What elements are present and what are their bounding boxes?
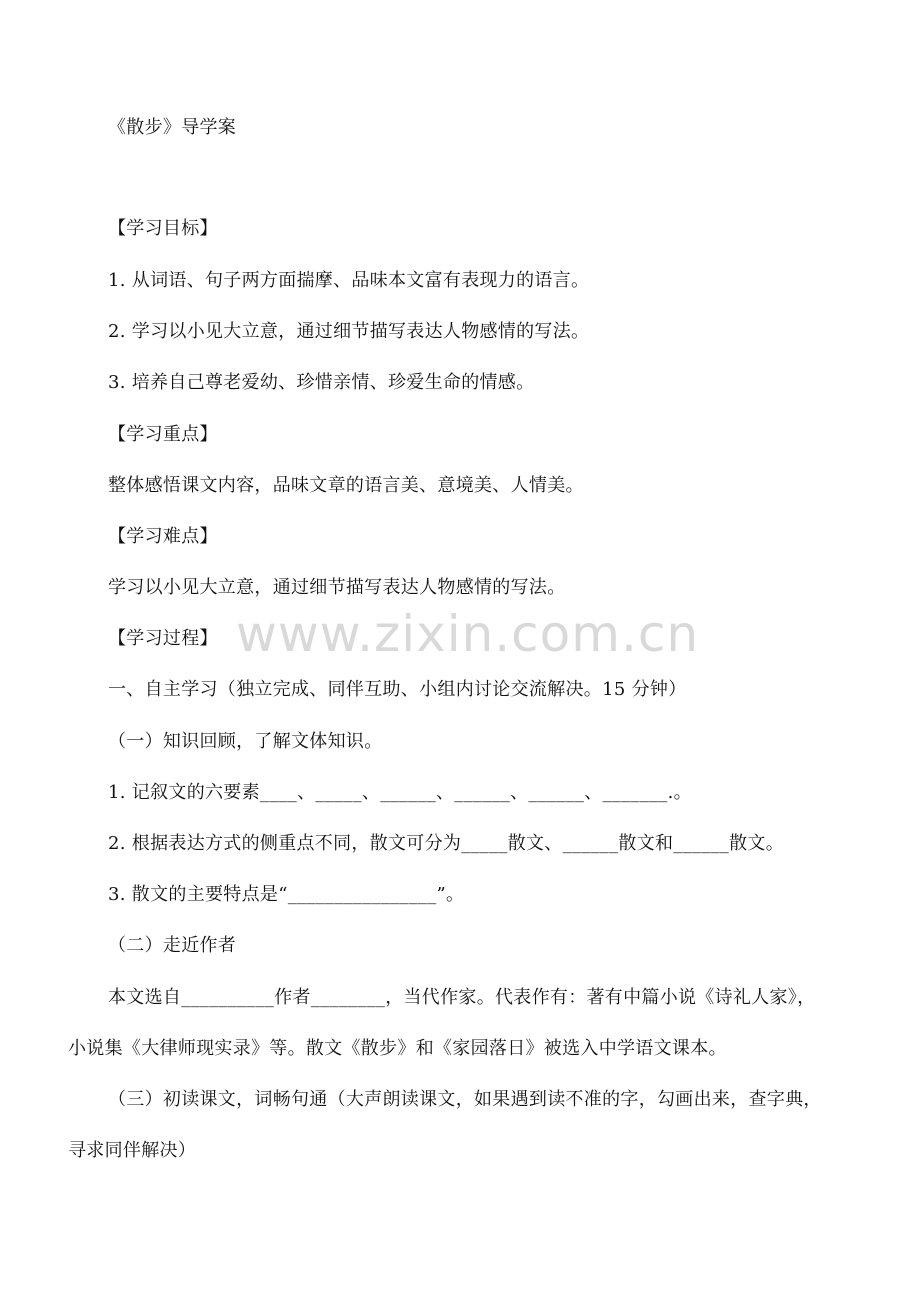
subsection-heading: （二）走近作者: [108, 935, 237, 956]
key-points-heading: 【学习重点】: [108, 424, 218, 445]
paragraph-line: 寻求同伴解决）: [68, 1140, 197, 1161]
difficulties-heading: 【学习难点】: [108, 526, 218, 547]
objectives-heading: 【学习目标】: [108, 218, 218, 239]
paragraph-line: 本文选自__________作者________，当代作家。代表作有：著有中篇小说《诗礼人家》，: [108, 987, 816, 1008]
question-item: 1. 记叙文的六要素____、_____、______、______、______、_______.。: [108, 782, 692, 803]
key-points-text: 整体感悟课文内容，品味文章的语言美、意境美、人情美。: [108, 475, 584, 496]
subsection-heading: （三）初读课文，词畅句通（大声朗读课文，如果遇到读不准的字，勾画出来，查字典，: [108, 1089, 822, 1110]
process-heading: 【学习过程】: [108, 628, 218, 649]
objective-item: 3. 培养自己尊老爱幼、珍惜亲情、珍爱生命的情感。: [108, 372, 535, 393]
watermark: www.zixin.com.cn: [236, 605, 700, 663]
subsection-heading: （一）知识回顾，了解文体知识。: [108, 731, 383, 752]
difficulties-text: 学习以小见大立意，通过细节描写表达人物感情的写法。: [108, 577, 566, 598]
question-item: 3. 散文的主要特点是“________________”。: [108, 884, 465, 905]
objective-item: 2. 学习以小见大立意，通过细节描写表达人物感情的写法。: [108, 321, 590, 342]
section-heading: 一、自主学习（独立完成、同伴互助、小组内讨论交流解决。15 分钟）: [108, 679, 687, 700]
paragraph-line: 小说集《大律师现实录》等。散文《散步》和《家园落日》被选入中学语文课本。: [68, 1038, 727, 1059]
document-title: 《散步》导学案: [108, 117, 237, 138]
question-item: 2. 根据表达方式的侧重点不同，散文可分为_____散文、______散文和______散文。: [108, 833, 784, 854]
objective-item: 1. 从词语、句子两方面揣摩、品味本文富有表现力的语言。: [108, 270, 590, 291]
